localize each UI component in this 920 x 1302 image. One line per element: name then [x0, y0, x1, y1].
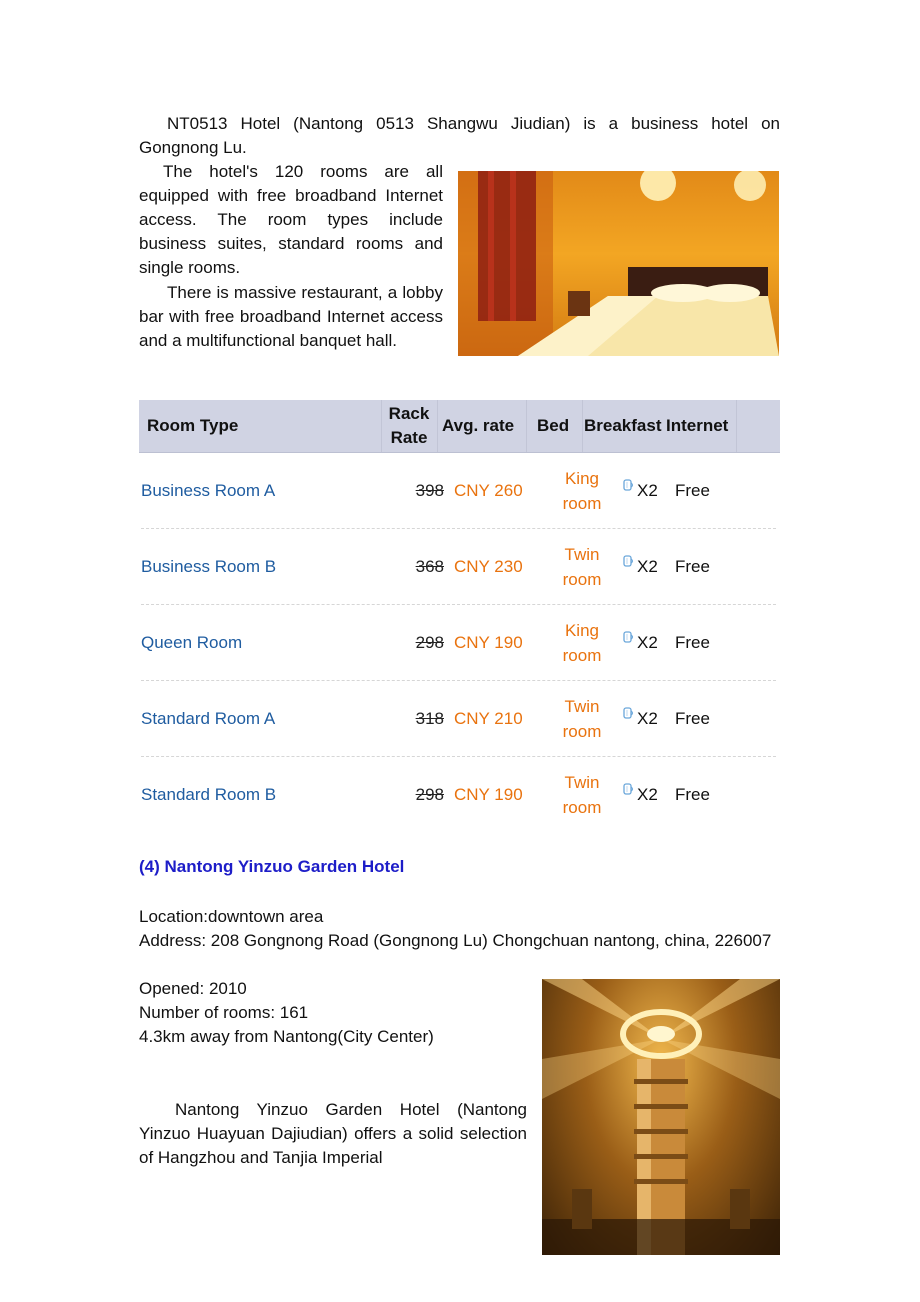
internet-value: Free	[675, 633, 710, 652]
bed-type-line2: room	[562, 798, 602, 817]
avg-rate: CNY 260	[454, 481, 523, 500]
hotel-description: Nantong Yinzuo Garden Hotel (Nantong Yinzuo Huayuan Dajiudian) offers a solid selection of Hangzhou and Tanjia Imperial	[139, 1100, 527, 1167]
bed-type-line2: room	[562, 646, 602, 665]
intro-paragraph-2: The hotel's 120 rooms are all equipped with free broadband Internet access. The room types include business suites, standard rooms and single rooms.	[139, 162, 443, 277]
internet-value: Free	[675, 557, 710, 576]
internet-value: Free	[675, 481, 710, 500]
rack-rate: 298	[415, 633, 444, 652]
bed-type	[547, 605, 617, 681]
header-avg-rate: Avg. rate	[442, 416, 515, 435]
hotel-lobby-photo	[542, 979, 780, 1255]
hotel-location: Location:downtown area	[139, 907, 324, 926]
table-row	[139, 529, 780, 605]
breakfast-count: X2	[637, 633, 658, 652]
breakfast-cell	[623, 453, 658, 529]
table-row	[139, 681, 780, 757]
rack-rate: 298	[415, 785, 444, 804]
avg-rate: CNY 190	[454, 785, 523, 804]
hotel-address: Address: 208 Gongnong Road (Gongnong Lu) Chongchuan nantong, china, 226007	[139, 931, 772, 950]
table-row	[139, 757, 780, 833]
header-internet: Internet	[666, 416, 729, 435]
room-type-link[interactable]: Standard Room A	[141, 709, 276, 728]
hotel-room-photo	[458, 171, 779, 356]
bed-type-line2: room	[562, 494, 602, 513]
coffee-cup-icon	[623, 629, 635, 646]
header-rack-rate	[383, 400, 435, 452]
rack-rate: 398	[415, 481, 444, 500]
breakfast-count: X2	[637, 709, 658, 728]
bed-type	[547, 453, 617, 529]
bed-type-line1: Twin	[564, 773, 600, 792]
intro-paragraph-3: There is massive restaurant, a lobby bar with free broadband Internet access and a multifunctional banquet hall.	[139, 283, 443, 350]
hotel-rooms: Number of rooms: 161	[139, 1003, 309, 1022]
bed-type-line1: King	[564, 621, 599, 640]
header-bed: Bed	[537, 416, 570, 435]
coffee-cup-icon	[623, 781, 635, 798]
breakfast-cell	[623, 605, 658, 681]
bed-type-line1: Twin	[564, 697, 600, 716]
bed-type	[547, 681, 617, 757]
header-rack-rate-line2: Rate	[390, 428, 428, 447]
rack-rate: 368	[415, 557, 444, 576]
coffee-cup-icon	[623, 477, 635, 494]
breakfast-cell	[623, 757, 658, 833]
bed-type-line1: Twin	[564, 545, 600, 564]
breakfast-cell	[623, 529, 658, 605]
intro-paragraph-1: NT0513 Hotel (Nantong 0513 Shangwu Jiudian) is a business hotel on Gongnong Lu.	[139, 114, 780, 157]
coffee-cup-icon	[623, 705, 635, 722]
rack-rate: 318	[415, 709, 444, 728]
bed-type-line2: room	[562, 722, 602, 741]
bed-type-line1: King	[564, 469, 599, 488]
avg-rate: CNY 230	[454, 557, 523, 576]
room-type-link[interactable]: Business Room A	[141, 481, 276, 500]
hotel-distance: 4.3km away from Nantong(City Center)	[139, 1027, 434, 1046]
table-row	[139, 453, 780, 529]
header-breakfast: Breakfast	[584, 416, 662, 435]
bed-type	[547, 757, 617, 833]
internet-value: Free	[675, 785, 710, 804]
room-type-link[interactable]: Business Room B	[141, 557, 277, 576]
breakfast-count: X2	[637, 557, 658, 576]
breakfast-cell	[623, 681, 658, 757]
header-room-type: Room Type	[147, 416, 239, 435]
internet-value: Free	[675, 709, 710, 728]
header-rack-rate-line1: Rack	[388, 404, 430, 423]
breakfast-count: X2	[637, 481, 658, 500]
avg-rate: CNY 190	[454, 633, 523, 652]
room-type-link[interactable]: Standard Room B	[141, 785, 277, 804]
avg-rate: CNY 210	[454, 709, 523, 728]
room-type-link[interactable]: Queen Room	[141, 633, 243, 652]
coffee-cup-icon	[623, 553, 635, 570]
hotel-opened: Opened: 2010	[139, 979, 247, 998]
hotel-heading: (4) Nantong Yinzuo Garden Hotel	[139, 857, 405, 876]
breakfast-count: X2	[637, 785, 658, 804]
bed-type	[547, 529, 617, 605]
bed-type-line2: room	[562, 570, 602, 589]
rate-table-header	[139, 400, 780, 453]
table-row	[139, 605, 780, 681]
